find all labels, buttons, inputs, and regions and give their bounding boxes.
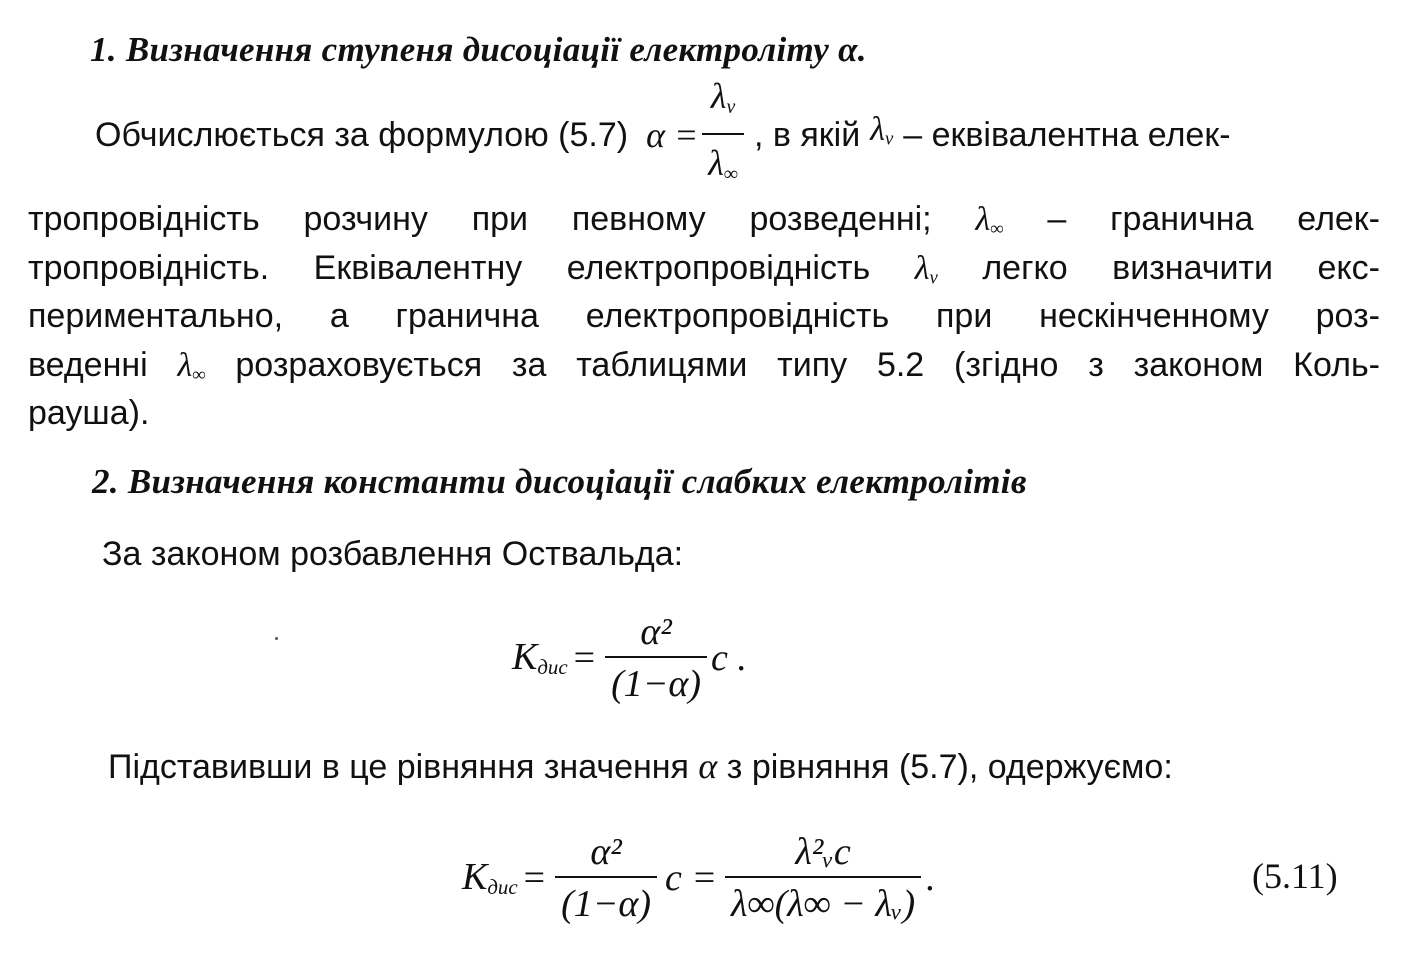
paragraph-line-3: периментально, а гранична електропровідність при нескінченному роз- [28, 297, 1380, 335]
fraction-numerator: α² [555, 830, 657, 878]
substitution-line: Підставивши в це рівняння значення α з рівняння (5.7), одержуємо: [108, 746, 1173, 786]
fraction-numerator: α² [605, 610, 707, 658]
paragraph-line-2: тропровідність. Еквівалентну електропровідність $\lambda_v$ легко визначити екс- [28, 248, 1380, 289]
intro-before-text: Обчислюється за формулою (5.7) [95, 116, 629, 154]
fraction-numerator: $\lambda_v$ [702, 72, 744, 135]
equals-sign: = [523, 857, 546, 899]
paragraph-line-5: рауша). [28, 394, 150, 432]
concentration-equals: c = [665, 857, 718, 899]
alpha-formula [646, 72, 748, 198]
lambda-fraction [725, 830, 921, 926]
fraction-numerator: λ²ᵥc [725, 830, 921, 878]
lambda-fraction [702, 72, 744, 198]
formula-period: . [925, 857, 935, 899]
conductivity-paragraph [28, 195, 1380, 438]
lambda-v-symbol: $\lambda_v$ [870, 111, 894, 150]
dissociation-constant-formula [462, 822, 935, 934]
ostwald-intro: За законом розбавлення Оствальда: [102, 535, 684, 573]
section-1-heading: 1. Визначення ступеня дисоціації електроліту α. [90, 30, 867, 69]
equals-sign: = [573, 637, 596, 679]
lambda-inf-symbol: $\lambda_\infty$ [975, 201, 1004, 240]
lambda-v-symbol: $\lambda_v$ [914, 249, 938, 289]
alpha-equals: α = [646, 115, 699, 155]
intro-after-text: , в якій [753, 116, 861, 154]
fraction-denominator: (1−α) [561, 883, 651, 925]
alpha-squared-fraction [605, 610, 707, 706]
alpha-definition-line [95, 76, 1231, 190]
k-dis-symbol: $K_{дис}$ [462, 856, 518, 900]
section-2-heading: 2. Визначення константи дисоціації слабких електролітів [92, 462, 1027, 501]
intro-tail-text: – еквівалентна елек- [903, 116, 1231, 154]
fraction-denominator: $\lambda_\infty$ [708, 143, 738, 185]
paragraph-line-1: тропровідність розчину при певному розведенні; $\lambda_\infty$ – гранична елек- [28, 200, 1381, 240]
alpha-squared-fraction [555, 830, 657, 926]
lambda-inf-symbol: $\lambda_\infty$ [177, 346, 206, 386]
fraction-denominator: λ∞(λ∞ − λᵥ) [731, 883, 916, 925]
fraction-denominator: (1−α) [611, 663, 701, 705]
equation-number: (5.11) [1252, 856, 1338, 896]
paragraph-line-4: веденні $\lambda_\infty$ розраховується за таблицями типу 5.2 (згідно з законом Коль- [28, 345, 1380, 386]
concentration-term: c . [711, 637, 747, 679]
k-dis-symbol: $K_{дис}$ [512, 636, 568, 680]
print-speck [275, 637, 278, 640]
ostwald-formula [512, 603, 747, 713]
alpha-symbol: α [698, 746, 718, 786]
